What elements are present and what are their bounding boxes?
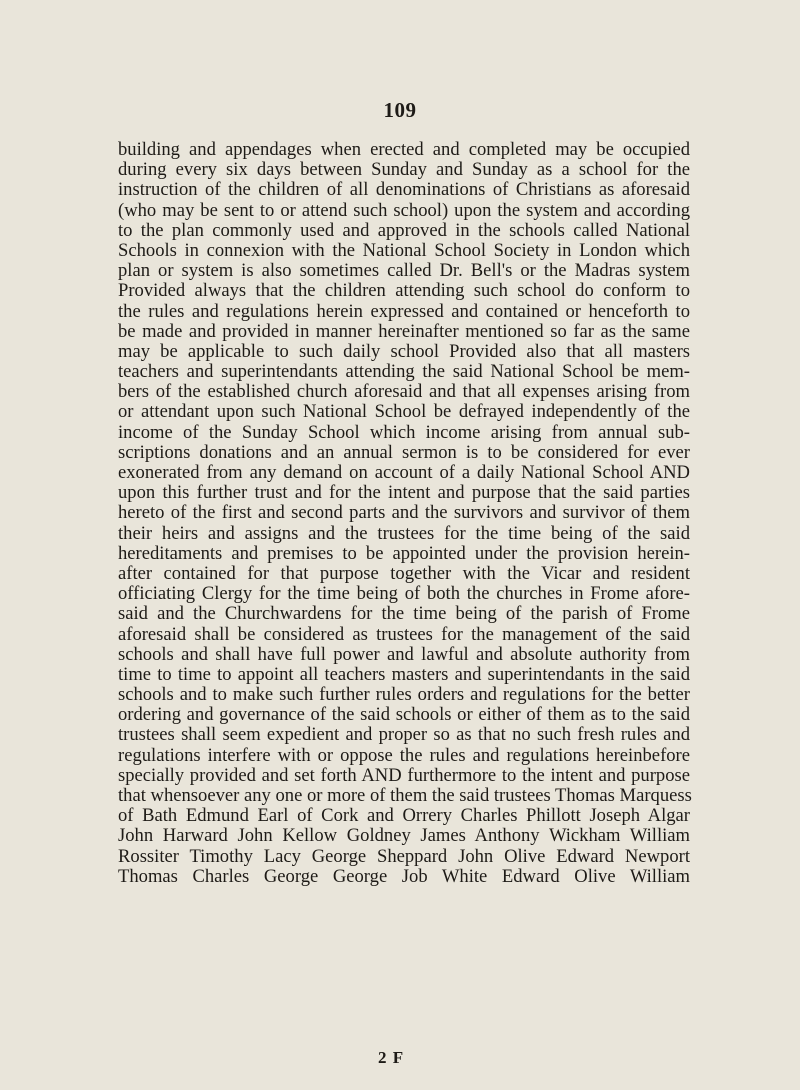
body-text [118, 140, 690, 887]
text-line: Rossiter Timothy Lacy George Sheppard John Olive Edward Newport [118, 845, 690, 867]
text-line: teachers and superintendants attending the said National School be mem- [118, 361, 690, 383]
text-line: scriptions donations and an annual sermon is to be considered for ever [118, 441, 690, 463]
text-line: of Bath Edmund Earl of Cork and Orrery Charles Phillott Joseph Algar [118, 805, 690, 827]
text-line: that whensoever any one or more of them the said trustees Thomas Marquess [118, 785, 692, 806]
text-line: specially provided and set forth AND furthermore to the intent and purpose [118, 764, 690, 786]
text-line: instruction of the children of all denominations of Christians as aforesaid [118, 179, 690, 201]
text-line: their heirs and assigns and the trustees for the time being of the said [118, 522, 690, 544]
text-line: said and the Churchwardens for the time being of the parish of Frome [118, 603, 690, 625]
text-line: or attendant upon such National School be defrayed independently of the [118, 401, 690, 423]
text-line: hereditaments and premises to be appointed under the provision herein- [118, 542, 690, 564]
text-line: upon this further trust and for the intent and purpose that the said parties [118, 482, 690, 504]
text-line: ordering and governance of the said schools or either of them as to the said [118, 704, 690, 726]
text-line: income of the Sunday School which income arising from annual sub- [118, 421, 690, 443]
text-line: to the plan commonly used and approved in the schools called National [118, 219, 690, 241]
signature-mark: 2 F [378, 1048, 405, 1067]
text-line: aforesaid shall be considered as trustees for the management of the said [118, 623, 690, 645]
text-line: hereto of the first and second parts and the survivors and survivor of them [118, 502, 690, 524]
text-line: after contained for that purpose together with the Vicar and resident [118, 562, 690, 584]
text-line: Schools in connexion with the National School Society in London which [118, 239, 690, 261]
text-line: plan or system is also sometimes called Dr. Bell's or the Madras system [118, 260, 690, 282]
text-line: regulations interfere with or oppose the rules and regulations hereinbefore [118, 744, 690, 766]
text-line: (who may be sent to or attend such school) upon the system and according [118, 199, 690, 221]
text-line: trustees shall seem expedient and proper so as that no such fresh rules and [118, 724, 690, 746]
text-line: schools and shall have full power and lawful and absolute authority from [118, 643, 690, 665]
text-line: building and appendages when erected and completed may be occupied [118, 139, 690, 160]
text-line: John Harward John Kellow Goldney James Anthony Wickham William [118, 825, 690, 847]
text-line: Provided always that the children attending such school do conform to [118, 280, 690, 302]
text-line: exonerated from any demand on account of a daily National School AND [118, 462, 690, 483]
text-line: Thomas Charles George George Job White Edward Olive William [118, 865, 690, 887]
text-line: schools and to make such further rules orders and regulations for the better [118, 684, 690, 706]
text-line: be made and provided in manner hereinafter mentioned so far as the same [118, 320, 690, 342]
text-line: officiating Clergy for the time being of both the churches in Frome afore- [118, 583, 690, 605]
text-line: the rules and regulations herein expressed and contained or henceforth to [118, 300, 690, 322]
text-line: time to time to appoint all teachers masters and superintendants in the said [118, 663, 690, 685]
text-line: may be applicable to such daily school Provided also that all masters [118, 340, 690, 362]
text-line: during every six days between Sunday and Sunday as a school for the [118, 159, 690, 181]
text-line: bers of the established church aforesaid and that all expenses arising from [118, 381, 690, 403]
page-number: 109 [383, 98, 417, 122]
